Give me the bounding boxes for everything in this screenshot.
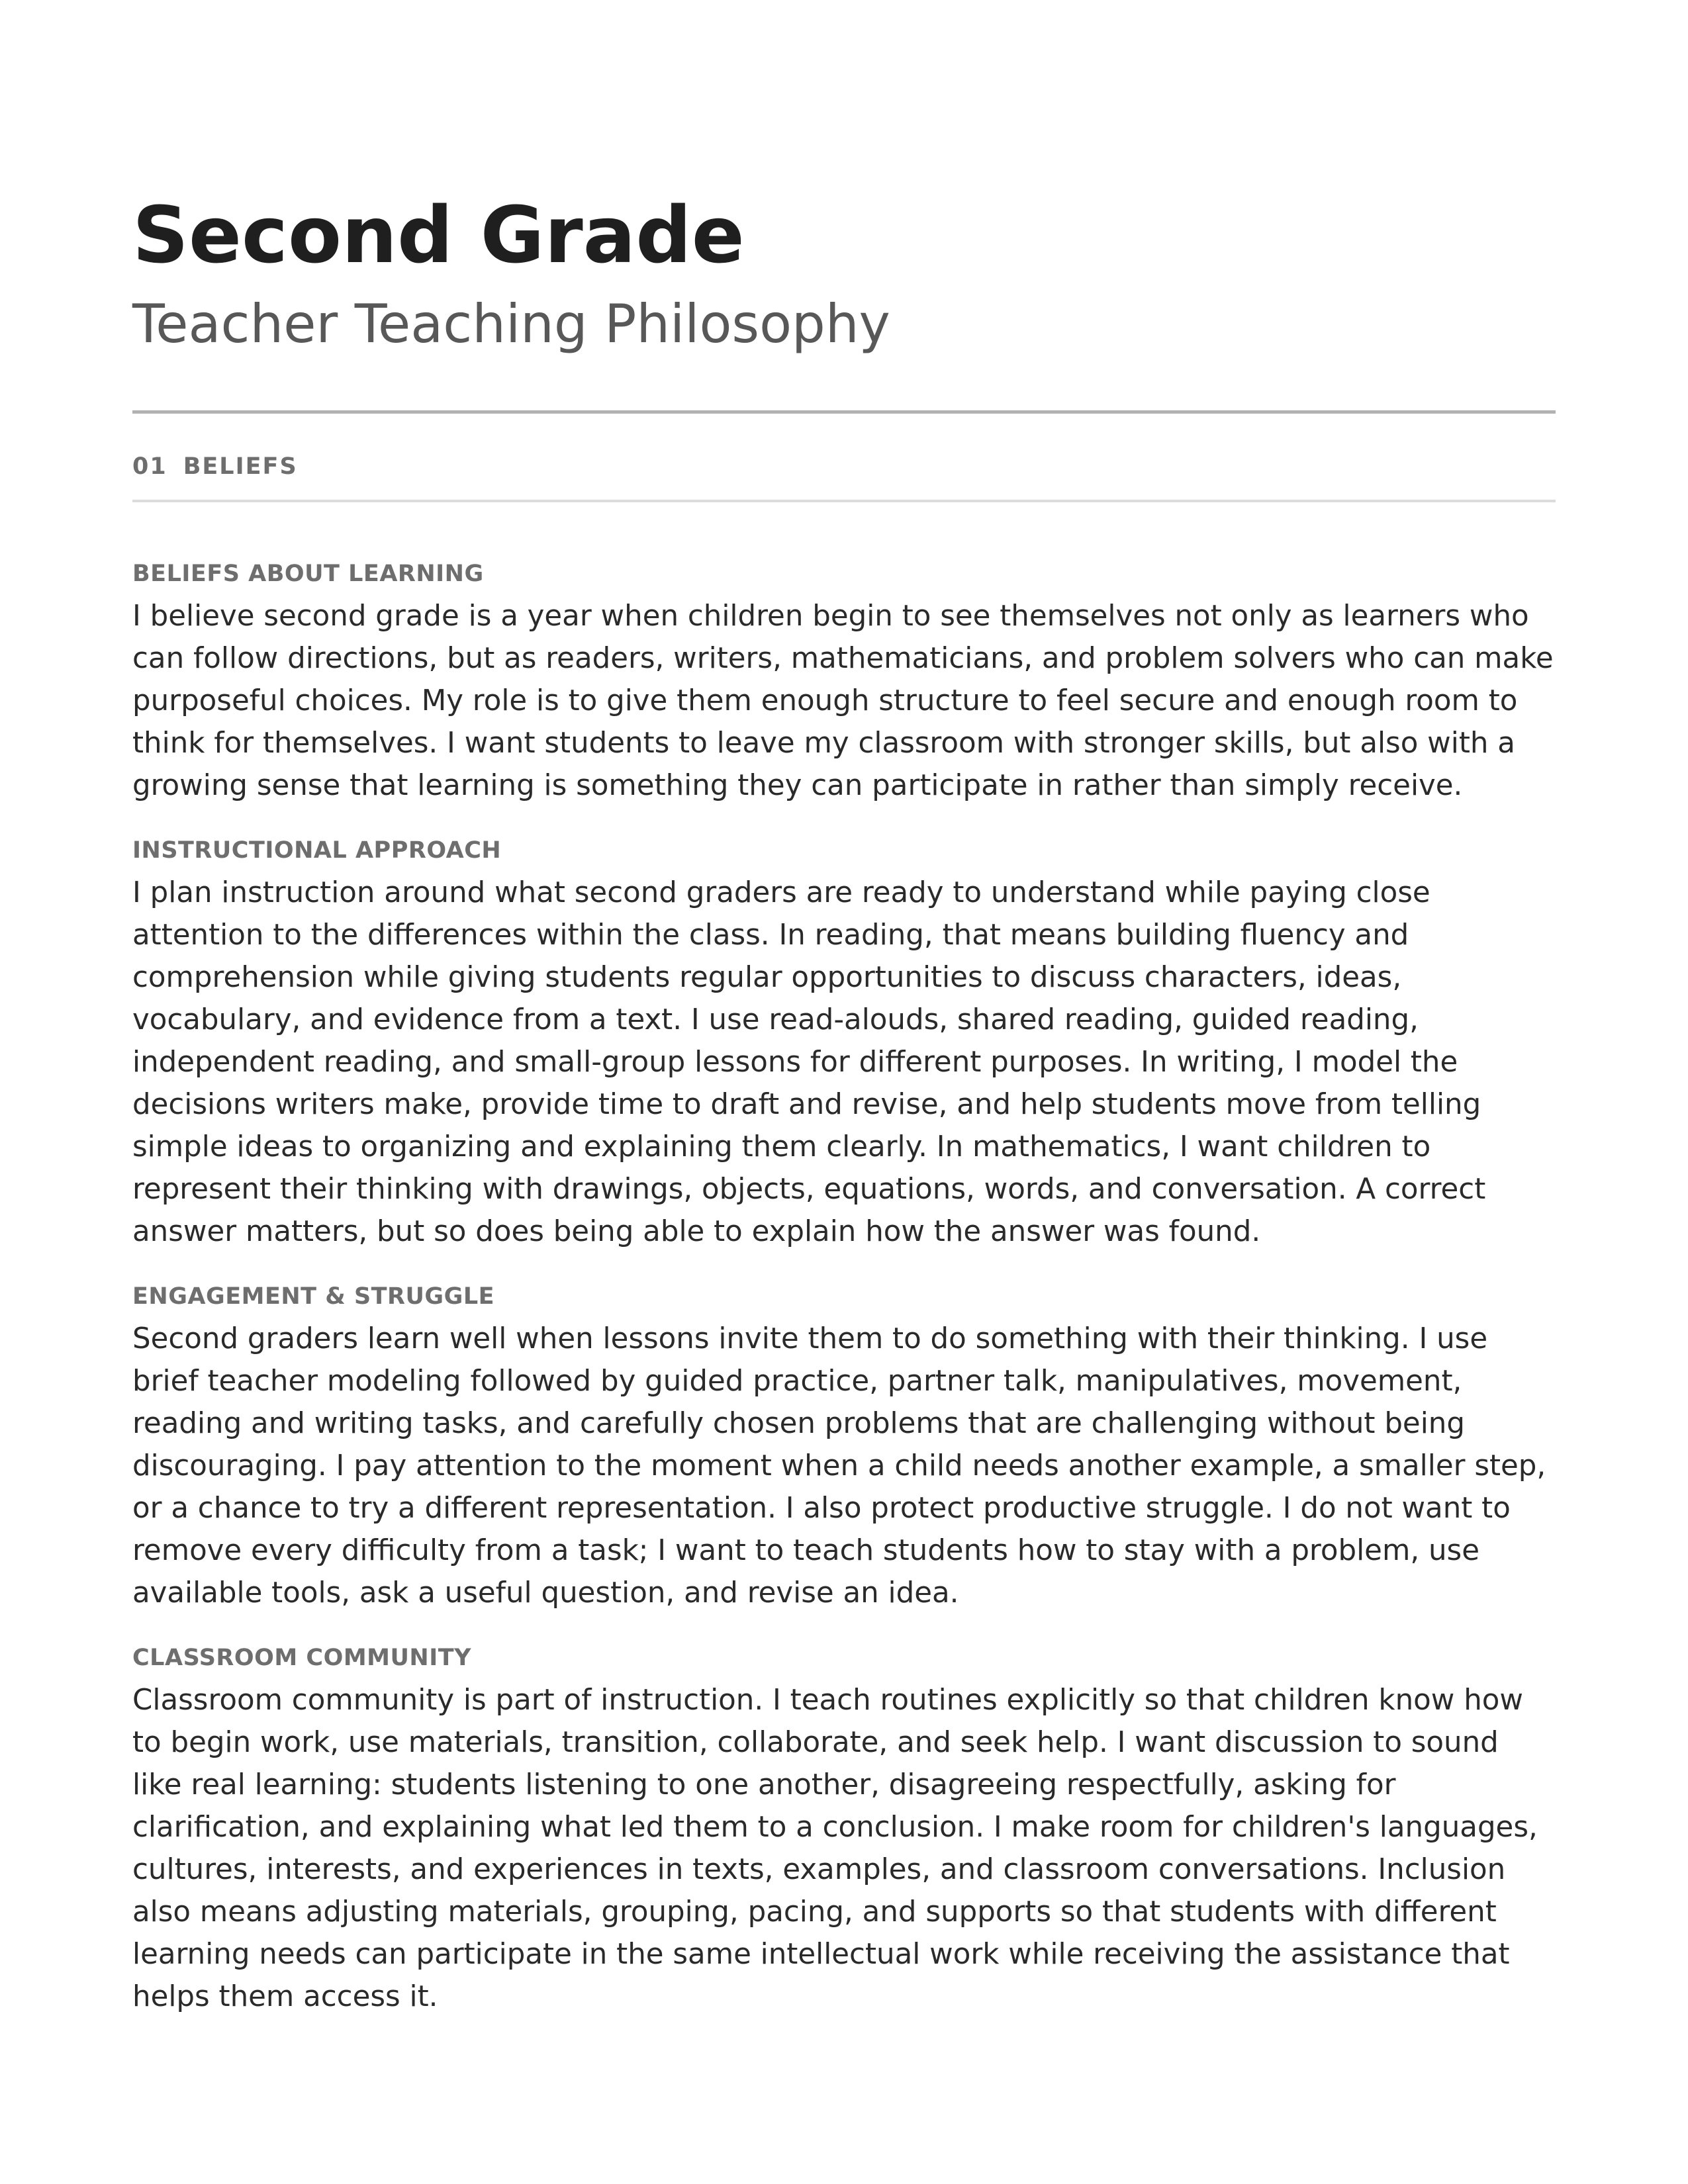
block-heading: BELIEFS ABOUT LEARNING [132, 561, 484, 587]
block-paragraph: I believe second grade is a year when children begin to see themselves not only as learners who can follow directions, but as readers, writers, mathematicians, and problem solvers who can make purposeful choices. My role is to give them enough structure to feel secure and enough room to think for themselves. I want students to leave my classroom with stronger skills, but also with a growing sense that learning is something they can participate in rather than simply receive. [132, 600, 1554, 802]
section-label [132, 450, 298, 483]
section-number: 01 [132, 453, 167, 480]
block-paragraph: Classroom community is part of instruction. I teach routines explicitly so that children know how to begin work, use materials, transition, collaborate, and seek help. I want discussion to sound like real learning: students listening to one another, disagreeing respectfully, asking for clarification, and explaining what led them to a conclusion. I make room for children's languages, cultures, interests, and experiences in texts, examples, and classroom conversations. Inclusion also means adjusting materials, grouping, pacing, and supports so that students with different learning needs can participate in the same intellectual work while receiving the assistance that helps them access it. [132, 1684, 1538, 2013]
block-heading: CLASSROOM COMMUNITY [132, 1645, 471, 1671]
section-title: BELIEFS [183, 453, 298, 480]
block-engagement-struggle [132, 1282, 1556, 1614]
block-heading: ENGAGEMENT & STRUGGLE [132, 1283, 495, 1310]
block-paragraph: Second graders learn well when lessons invite them to do something with their thinking. I use brief teacher modeling followed by guided practice, partner talk, manipulatives, movement, reading and writing tasks, and carefully chosen problems that are challenging without being discouraging. I pay attention to the moment when a child needs another example, a smaller step, or a chance to try a different representation. I also protect productive struggle. I do not want to remove every difficulty from a task; I want to teach students how to stay with a problem, use available tools, ask a useful question, and revise an idea. [132, 1322, 1546, 1610]
header-divider [132, 410, 1556, 414]
section-content [132, 559, 1556, 2047]
block-instructional-approach [132, 836, 1556, 1253]
block-paragraph: I plan instruction around what second graders are ready to understand while paying close attention to the differences within the class. In reading, that means building fluency and comprehension while giving students regular opportunities to discuss characters, ideas, vocabulary, and evidence from a text. I use read-alouds, shared reading, guided reading, independent reading, and small-group lessons for different purposes. In writing, I model the decisions writers make, provide time to draft and revise, and help students move from telling simple ideas to organizing and explaining them clearly. In mathematics, I want children to represent their thinking with drawings, objects, equations, words, and conversation. A correct answer matters, but so does being able to explain how the answer was found. [132, 876, 1486, 1248]
document-title: Second Grade [132, 189, 745, 281]
document-subtitle: Teacher Teaching Philosophy [132, 293, 890, 355]
section-divider [132, 500, 1556, 502]
block-classroom-community [132, 1643, 1556, 2018]
block-heading: INSTRUCTIONAL APPROACH [132, 837, 502, 864]
block-beliefs-about-learning [132, 559, 1556, 807]
